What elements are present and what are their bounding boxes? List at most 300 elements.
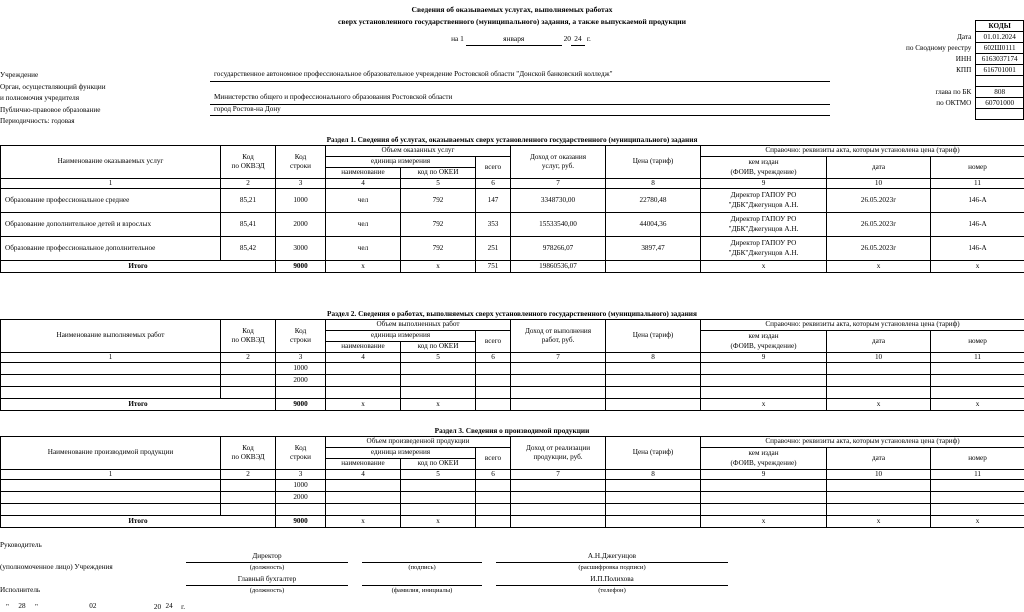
s2-col-date-header: дата — [827, 331, 931, 353]
s2-r2-unitname[interactable] — [326, 387, 401, 399]
executor-phone-field — [496, 574, 728, 596]
s2-r0-okei[interactable] — [401, 363, 476, 375]
s2-r1-number[interactable] — [931, 375, 1024, 387]
footer-date-month[interactable]: 02 — [38, 601, 148, 612]
s2-r1-okei[interactable] — [401, 375, 476, 387]
s3-rowcode-line2: строки — [290, 453, 311, 461]
codes-value-date[interactable]: 01.01.2024 — [976, 32, 1024, 43]
head-name-field — [496, 551, 728, 573]
head-label-line1: Руководитель — [0, 541, 42, 549]
value-founder[interactable]: Министерство общего и профессионального образования Ростовской области — [210, 92, 830, 105]
s3-r0-rowcode[interactable]: 1000 — [276, 480, 326, 492]
s1-rowcode-line1: Код — [294, 152, 307, 161]
s1-r1-name[interactable]: Образование дополнительное детей и взрослых — [1, 213, 221, 237]
s3-r2-unitname[interactable] — [326, 504, 401, 516]
s3-col-okved-header — [221, 437, 276, 470]
s1-r1-issuer-line1: Директор ГАПОУ РО — [730, 215, 797, 223]
s3-r1-okved[interactable] — [221, 492, 276, 504]
s2-r0-rowcode[interactable]: 1000 — [276, 363, 326, 375]
s2-total-unitname: х — [326, 399, 401, 411]
s2-r1-price[interactable] — [606, 375, 701, 387]
s2-num-9: 9 — [701, 353, 827, 363]
s1-total-label: Итого — [1, 261, 276, 273]
table-row[interactable] — [1, 363, 1024, 375]
s1-rowcode-line2: строки — [290, 162, 311, 170]
document-title-block — [0, 0, 1024, 46]
s2-r2-okei[interactable] — [401, 387, 476, 399]
s1-num-6: 6 — [476, 179, 511, 189]
s1-volume-group-header: Объем оказанных услуг — [326, 146, 511, 157]
s3-num-8: 8 — [606, 470, 701, 480]
s1-r1-total[interactable]: 353 — [476, 213, 511, 237]
s2-rowcode-line2: строки — [290, 336, 311, 344]
s2-r2-issuer[interactable] — [701, 387, 827, 399]
s3-r0-okved[interactable] — [221, 480, 276, 492]
s2-r1-okved[interactable] — [221, 375, 276, 387]
s1-r0-date[interactable]: 26.05.2023г — [827, 189, 931, 213]
s3-r1-total[interactable] — [476, 492, 511, 504]
s3-r0-price[interactable] — [606, 480, 701, 492]
s1-num-4: 4 — [326, 179, 401, 189]
s3-ref-group-header: Справочно: реквизиты акта, которым установлена цена (тариф) — [701, 437, 1024, 448]
s3-total-date: х — [827, 516, 931, 528]
s3-col-rowcode-header — [276, 437, 326, 470]
s1-r0-okei[interactable]: 792 — [401, 189, 476, 213]
codes-label-blank-1 — [904, 76, 976, 87]
codes-label-blank-2 — [904, 109, 976, 120]
s1-col-total-header: всего — [476, 157, 511, 179]
s2-r1-name[interactable] — [1, 375, 221, 387]
s2-r2-price[interactable] — [606, 387, 701, 399]
s1-r0-rowcode[interactable]: 1000 — [276, 189, 326, 213]
s3-col-total-header: всего — [476, 448, 511, 470]
codes-row-inn — [904, 54, 1024, 65]
s2-r0-income[interactable] — [511, 363, 606, 375]
section-2-total-row — [1, 399, 1024, 411]
s3-num-2: 2 — [221, 470, 276, 480]
codes-label-kpp: КПП — [956, 66, 972, 74]
s2-r0-total[interactable] — [476, 363, 511, 375]
s2-col-unitname-header: наименование — [326, 342, 401, 353]
s2-r0-date[interactable] — [827, 363, 931, 375]
label-periodicity: Периодичность: годовая — [0, 117, 75, 125]
s2-col-okved-header — [221, 320, 276, 353]
s2-total-price — [606, 399, 701, 411]
s3-col-okei-header: код по ОКЕИ — [401, 459, 476, 470]
s2-r1-income[interactable] — [511, 375, 606, 387]
s3-col-price-header: Цена (тариф) — [606, 437, 701, 470]
s1-r2-price[interactable]: 3897,47 — [606, 237, 701, 261]
s1-col-issuer-header — [701, 157, 827, 179]
s1-r0-number[interactable]: 146-А — [931, 189, 1024, 213]
codes-label-registry: по Сводному реестру — [906, 44, 972, 52]
codes-label-bk: глава по БК — [935, 88, 972, 96]
s3-total-price — [606, 516, 701, 528]
s1-r1-price[interactable]: 44004,36 — [606, 213, 701, 237]
s1-r1-okei[interactable]: 792 — [401, 213, 476, 237]
codes-row-date — [904, 32, 1024, 43]
s1-r2-total[interactable]: 251 — [476, 237, 511, 261]
s2-ref-group-header: Справочно: реквизиты акта, которым установлена цена (тариф) — [701, 320, 1024, 331]
label-public-legal-entity: Публично-правовое образование — [0, 105, 101, 114]
s1-r0-total[interactable]: 147 — [476, 189, 511, 213]
s1-num-8: 8 — [606, 179, 701, 189]
s3-total-rowcode: 9000 — [276, 516, 326, 528]
s1-r1-rowcode[interactable]: 2000 — [276, 213, 326, 237]
s3-num-11: 11 — [931, 470, 1024, 480]
s3-r0-okei[interactable] — [401, 480, 476, 492]
label-founder-line1: Орган, осуществляющий функции — [0, 82, 106, 91]
executor-surname-caption: (фамилия, инициалы) — [391, 587, 453, 594]
s1-okved-line2: по ОКВЭД — [231, 162, 265, 170]
document-title-line-1: Сведения об оказываемых услугах, выполняемых работах — [411, 5, 613, 14]
s2-col-rowcode-header — [276, 320, 326, 353]
s2-r0-number[interactable] — [931, 363, 1024, 375]
s3-okved-line2: по ОКВЭД — [231, 453, 265, 461]
codes-table — [904, 20, 1024, 120]
s3-total-issuer: х — [701, 516, 827, 528]
head-signature-caption: (подпись) — [408, 564, 436, 571]
date-quote-open: " — [6, 603, 9, 611]
s3-r1-price[interactable] — [606, 492, 701, 504]
s2-total-date: х — [827, 399, 931, 411]
footer-date-day[interactable]: 28 — [9, 601, 35, 612]
s3-r2-date[interactable] — [827, 504, 931, 516]
table-row[interactable] — [1, 237, 1024, 261]
s1-total-okei: х — [401, 261, 476, 273]
s1-num-5: 5 — [401, 179, 476, 189]
s1-r1-unitname[interactable]: чел — [326, 213, 401, 237]
s1-total-total: 751 — [476, 261, 511, 273]
codes-label-date: Дата — [957, 33, 972, 41]
head-position-value[interactable]: Директор — [186, 551, 348, 563]
head-name-value[interactable]: А.Н.Джегунцов — [496, 551, 728, 563]
s1-r2-unitname[interactable]: чел — [326, 237, 401, 261]
s3-r0-name[interactable] — [1, 480, 221, 492]
s2-col-name-header: Наименование выполняемых работ — [1, 320, 221, 353]
s1-income-line1: Доход от оказания — [529, 152, 587, 161]
as-of-month-field[interactable]: января — [466, 33, 562, 46]
s2-col-okei-header: код по ОКЕИ — [401, 342, 476, 353]
footer-date-row — [0, 601, 1024, 612]
document-title-line-2: сверх установленного государственного (муниципального) задания, а также выпускаемой продукции — [338, 17, 686, 26]
s1-r1-income[interactable]: 15533540,00 — [511, 213, 606, 237]
as-of-date-line — [0, 33, 1024, 46]
value-public-legal-entity[interactable]: город Ростов-на Дону — [210, 104, 830, 117]
table-row[interactable] — [1, 213, 1024, 237]
table-row[interactable] — [1, 387, 1024, 399]
s3-r0-unitname[interactable] — [326, 480, 401, 492]
s1-r2-okved[interactable]: 85,42 — [221, 237, 276, 261]
s3-r0-income[interactable] — [511, 480, 606, 492]
s1-col-name-header: Наименование оказываемых услуг — [1, 146, 221, 179]
s3-r0-date[interactable] — [827, 480, 931, 492]
s3-r2-number[interactable] — [931, 504, 1024, 516]
s3-num-6: 6 — [476, 470, 511, 480]
s3-r2-name[interactable] — [1, 504, 221, 516]
s3-r2-income[interactable] — [511, 504, 606, 516]
s3-col-issuer-header — [701, 448, 827, 470]
s1-col-price-header: Цена (тариф) — [606, 146, 701, 179]
s1-r0-unitname[interactable]: чел — [326, 189, 401, 213]
executor-phone-value[interactable]: И.П.Полихова — [496, 574, 728, 586]
s3-income-line2: продукции, руб. — [533, 453, 583, 461]
codes-label-inn: ИНН — [955, 55, 972, 63]
s1-r2-number[interactable]: 146-А — [931, 237, 1024, 261]
s3-r0-number[interactable] — [931, 480, 1024, 492]
s3-r0-issuer[interactable] — [701, 480, 827, 492]
footer-date-suffix: г. — [181, 603, 185, 611]
section-3-total-row — [1, 516, 1024, 528]
s2-num-7: 7 — [511, 353, 606, 363]
executor-signature-row — [0, 574, 1024, 596]
s1-col-date-header: дата — [827, 157, 931, 179]
s3-r1-rowcode[interactable]: 2000 — [276, 492, 326, 504]
s1-r2-rowcode[interactable]: 3000 — [276, 237, 326, 261]
s2-r0-unitname[interactable] — [326, 363, 401, 375]
s1-col-number-header: номер — [931, 157, 1024, 179]
row-periodicity — [0, 116, 830, 128]
s2-col-price-header: Цена (тариф) — [606, 320, 701, 353]
section-3-table — [0, 436, 1024, 528]
s2-total-income — [511, 399, 606, 411]
s3-issuer-line2: (ФОИВ, учреждение) — [730, 458, 797, 467]
s2-num-3: 3 — [276, 353, 326, 363]
footer-date-year[interactable]: 24 — [161, 601, 177, 612]
s3-r1-okei[interactable] — [401, 492, 476, 504]
s3-volume-group-header: Объем произведенной продукции — [326, 437, 511, 448]
s1-r2-date[interactable]: 26.05.2023г — [827, 237, 931, 261]
s1-col-okved-header — [221, 146, 276, 179]
s3-unit-group-header: единица измерения — [326, 448, 476, 459]
s2-num-6: 6 — [476, 353, 511, 363]
head-label-line2: (уполномоченное лицо) Учреждения — [0, 563, 113, 571]
codes-row-kpp — [904, 65, 1024, 76]
s2-total-okei: х — [401, 399, 476, 411]
s2-num-2: 2 — [221, 353, 276, 363]
codes-value-kpp[interactable]: 616701001 — [976, 65, 1024, 76]
s3-r2-okei[interactable] — [401, 504, 476, 516]
s2-num-1: 1 — [1, 353, 221, 363]
table-row[interactable] — [1, 504, 1024, 516]
head-signature-value[interactable] — [362, 551, 482, 563]
s3-col-name-header: Наименование производимой продукции — [1, 437, 221, 470]
s1-r1-issuer[interactable] — [701, 213, 827, 237]
value-institution[interactable]: государственное автономное профессиональное образовательное учреждение Ростовской области "Донской банковский колледж" — [210, 69, 830, 82]
label-institution: Учреждение — [0, 71, 39, 79]
section-1-header-row-1 — [1, 146, 1024, 157]
s2-r2-income[interactable] — [511, 387, 606, 399]
head-signature-field — [362, 551, 482, 573]
s2-r1-issuer[interactable] — [701, 375, 827, 387]
s3-r1-name[interactable] — [1, 492, 221, 504]
s2-r0-okved[interactable] — [221, 363, 276, 375]
s1-total-unitname: х — [326, 261, 401, 273]
s3-total-unitname: х — [326, 516, 401, 528]
s1-r1-okved[interactable]: 85,41 — [221, 213, 276, 237]
head-position-field — [186, 551, 348, 573]
executor-surname-value[interactable] — [362, 574, 482, 586]
s2-total-label: Итого — [1, 399, 276, 411]
section-1-total-row — [1, 261, 1024, 273]
codes-value-blank-2[interactable] — [976, 109, 1024, 120]
s1-total-number: х — [931, 261, 1024, 273]
as-of-year-field[interactable]: 24 — [571, 33, 585, 46]
s2-rowcode-line1: Код — [294, 326, 307, 335]
s1-col-rowcode-header — [276, 146, 326, 179]
s1-r2-okei[interactable]: 792 — [401, 237, 476, 261]
s3-col-unitname-header: наименование — [326, 459, 401, 470]
s3-num-5: 5 — [401, 470, 476, 480]
s1-col-unitname-header: наименование — [326, 168, 401, 179]
s2-r0-issuer[interactable] — [701, 363, 827, 375]
s1-total-issuer: х — [701, 261, 827, 273]
s2-issuer-line2: (ФОИВ, учреждение) — [730, 341, 797, 350]
executor-position-value[interactable]: Главный бухгалтер — [186, 574, 348, 586]
codes-row-bk — [904, 87, 1024, 98]
s1-num-11: 11 — [931, 179, 1024, 189]
s2-okved-line2: по ОКВЭД — [231, 336, 265, 344]
s2-r2-number[interactable] — [931, 387, 1024, 399]
codes-row-blank-2 — [904, 109, 1024, 120]
section-1 — [0, 134, 1024, 273]
s2-num-11: 11 — [931, 353, 1024, 363]
codes-header-row — [904, 21, 1024, 32]
executor-surname-field — [362, 574, 482, 596]
s3-num-10: 10 — [827, 470, 931, 480]
section-1-heading: Раздел 1. Сведения об услугах, оказываемых сверх установленного государственного (муниципального) задания — [326, 135, 698, 144]
section-2-heading: Раздел 2. Сведения о работах, выполняемых сверх установленного государственного (муниципального) задания — [327, 309, 697, 318]
s3-num-7: 7 — [511, 470, 606, 480]
section-2 — [0, 308, 1024, 411]
s1-r0-name[interactable]: Образование профессиональное среднее — [1, 189, 221, 213]
executor-position-caption: (должность) — [249, 587, 285, 594]
s1-col-okei-header: код по ОКЕИ — [401, 168, 476, 179]
s1-issuer-line2: (ФОИВ, учреждение) — [730, 167, 797, 176]
s1-ref-group-header: Справочно: реквизиты акта, которым установлена цена (тариф) — [701, 146, 1024, 157]
s3-num-3: 3 — [276, 470, 326, 480]
s1-r1-date[interactable]: 26.05.2023г — [827, 213, 931, 237]
section-2-header-row-1 — [1, 320, 1024, 331]
s2-r2-date[interactable] — [827, 387, 931, 399]
section-2-table — [0, 319, 1024, 411]
codes-row-registry — [904, 43, 1024, 54]
s2-income-line2: работ, руб. — [541, 336, 575, 344]
s2-r0-price[interactable] — [606, 363, 701, 375]
s2-r2-total[interactable] — [476, 387, 511, 399]
s1-r0-okved[interactable]: 85,21 — [221, 189, 276, 213]
s2-issuer-line1: кем издан — [748, 332, 779, 340]
section-1-table — [0, 145, 1024, 273]
s3-r2-price[interactable] — [606, 504, 701, 516]
s2-income-line1: Доход от выполнения — [524, 326, 592, 335]
codes-value-bk[interactable]: 808 — [976, 87, 1024, 98]
table-row[interactable] — [1, 492, 1024, 504]
s1-r2-name[interactable]: Образование профессиональное дополнительное — [1, 237, 221, 261]
s2-r1-date[interactable] — [827, 375, 931, 387]
section-3 — [0, 425, 1024, 528]
head-signature-row — [0, 551, 1024, 573]
s1-r0-issuer[interactable] — [701, 189, 827, 213]
s3-r1-date[interactable] — [827, 492, 931, 504]
codes-value-inn[interactable]: 6163037174 — [976, 54, 1024, 65]
s1-total-price — [606, 261, 701, 273]
s3-r2-rowcode[interactable] — [276, 504, 326, 516]
s3-r1-issuer[interactable] — [701, 492, 827, 504]
s1-num-10: 10 — [827, 179, 931, 189]
s2-r1-rowcode[interactable]: 2000 — [276, 375, 326, 387]
s2-r2-name[interactable] — [1, 387, 221, 399]
codes-value-blank-1[interactable] — [976, 76, 1024, 87]
s3-r2-okved[interactable] — [221, 504, 276, 516]
s1-r0-income[interactable]: 3348730,00 — [511, 189, 606, 213]
as-of-suffix: г. — [586, 34, 591, 43]
as-of-prefix: на 1 — [451, 34, 464, 43]
s2-r0-name[interactable] — [1, 363, 221, 375]
label-founder-line2: и полномочия учредителя — [0, 94, 80, 102]
s3-num-1: 1 — [1, 470, 221, 480]
s2-r2-rowcode[interactable] — [276, 387, 326, 399]
s3-total-okei: х — [401, 516, 476, 528]
executor-position-field — [186, 574, 348, 596]
s2-volume-group-header: Объем выполненных работ — [326, 320, 511, 331]
table-row[interactable] — [1, 375, 1024, 387]
section-2-column-numbers-row — [1, 353, 1024, 363]
codes-value-oktmo[interactable]: 60701000 — [976, 98, 1024, 109]
s3-r0-total[interactable] — [476, 480, 511, 492]
s3-r2-issuer[interactable] — [701, 504, 827, 516]
s2-num-4: 4 — [326, 353, 401, 363]
table-row[interactable] — [1, 189, 1024, 213]
s2-total-number: х — [931, 399, 1024, 411]
s3-col-number-header: номер — [931, 448, 1024, 470]
organization-info-block — [0, 70, 830, 128]
s1-col-income-header — [511, 146, 606, 179]
codes-value-registry[interactable]: 602Ш0111 — [976, 43, 1024, 54]
s3-r2-total[interactable] — [476, 504, 511, 516]
s1-r1-number[interactable]: 146-А — [931, 213, 1024, 237]
s1-r0-price[interactable]: 22780,48 — [606, 189, 701, 213]
section-3-header-row-1 — [1, 437, 1024, 448]
s3-r1-unitname[interactable] — [326, 492, 401, 504]
head-position-caption: (должность) — [249, 564, 285, 571]
s1-r0-issuer-line1: Директор ГАПОУ РО — [730, 191, 797, 199]
head-name-caption: (расшифровка подписи) — [578, 564, 646, 571]
s2-r2-okved[interactable] — [221, 387, 276, 399]
row-public-legal-entity — [0, 105, 830, 117]
s1-num-7: 7 — [511, 179, 606, 189]
s3-okved-line1: Код — [242, 443, 254, 452]
codes-label-oktmo: по ОКТМО — [936, 99, 972, 107]
section-3-column-numbers-row — [1, 470, 1024, 480]
s3-r1-number[interactable] — [931, 492, 1024, 504]
s2-total-rowcode: 9000 — [276, 399, 326, 411]
s1-r2-issuer[interactable] — [701, 237, 827, 261]
table-row[interactable] — [1, 480, 1024, 492]
s1-r0-issuer-line2: "ДБК"Джегунцов А.Н. — [728, 200, 799, 209]
s1-income-line2: услуг, руб. — [541, 162, 575, 170]
as-of-year-prefix: 20 — [563, 34, 571, 43]
s3-col-income-header — [511, 437, 606, 470]
s3-r1-income[interactable] — [511, 492, 606, 504]
s2-r1-total[interactable] — [476, 375, 511, 387]
s2-okved-line1: Код — [242, 326, 254, 335]
s2-num-8: 8 — [606, 353, 701, 363]
s3-issuer-line1: кем издан — [748, 449, 779, 457]
s3-income-line1: Доход от реализации — [526, 443, 591, 452]
s2-r1-unitname[interactable] — [326, 375, 401, 387]
s1-r2-income[interactable]: 978266,07 — [511, 237, 606, 261]
